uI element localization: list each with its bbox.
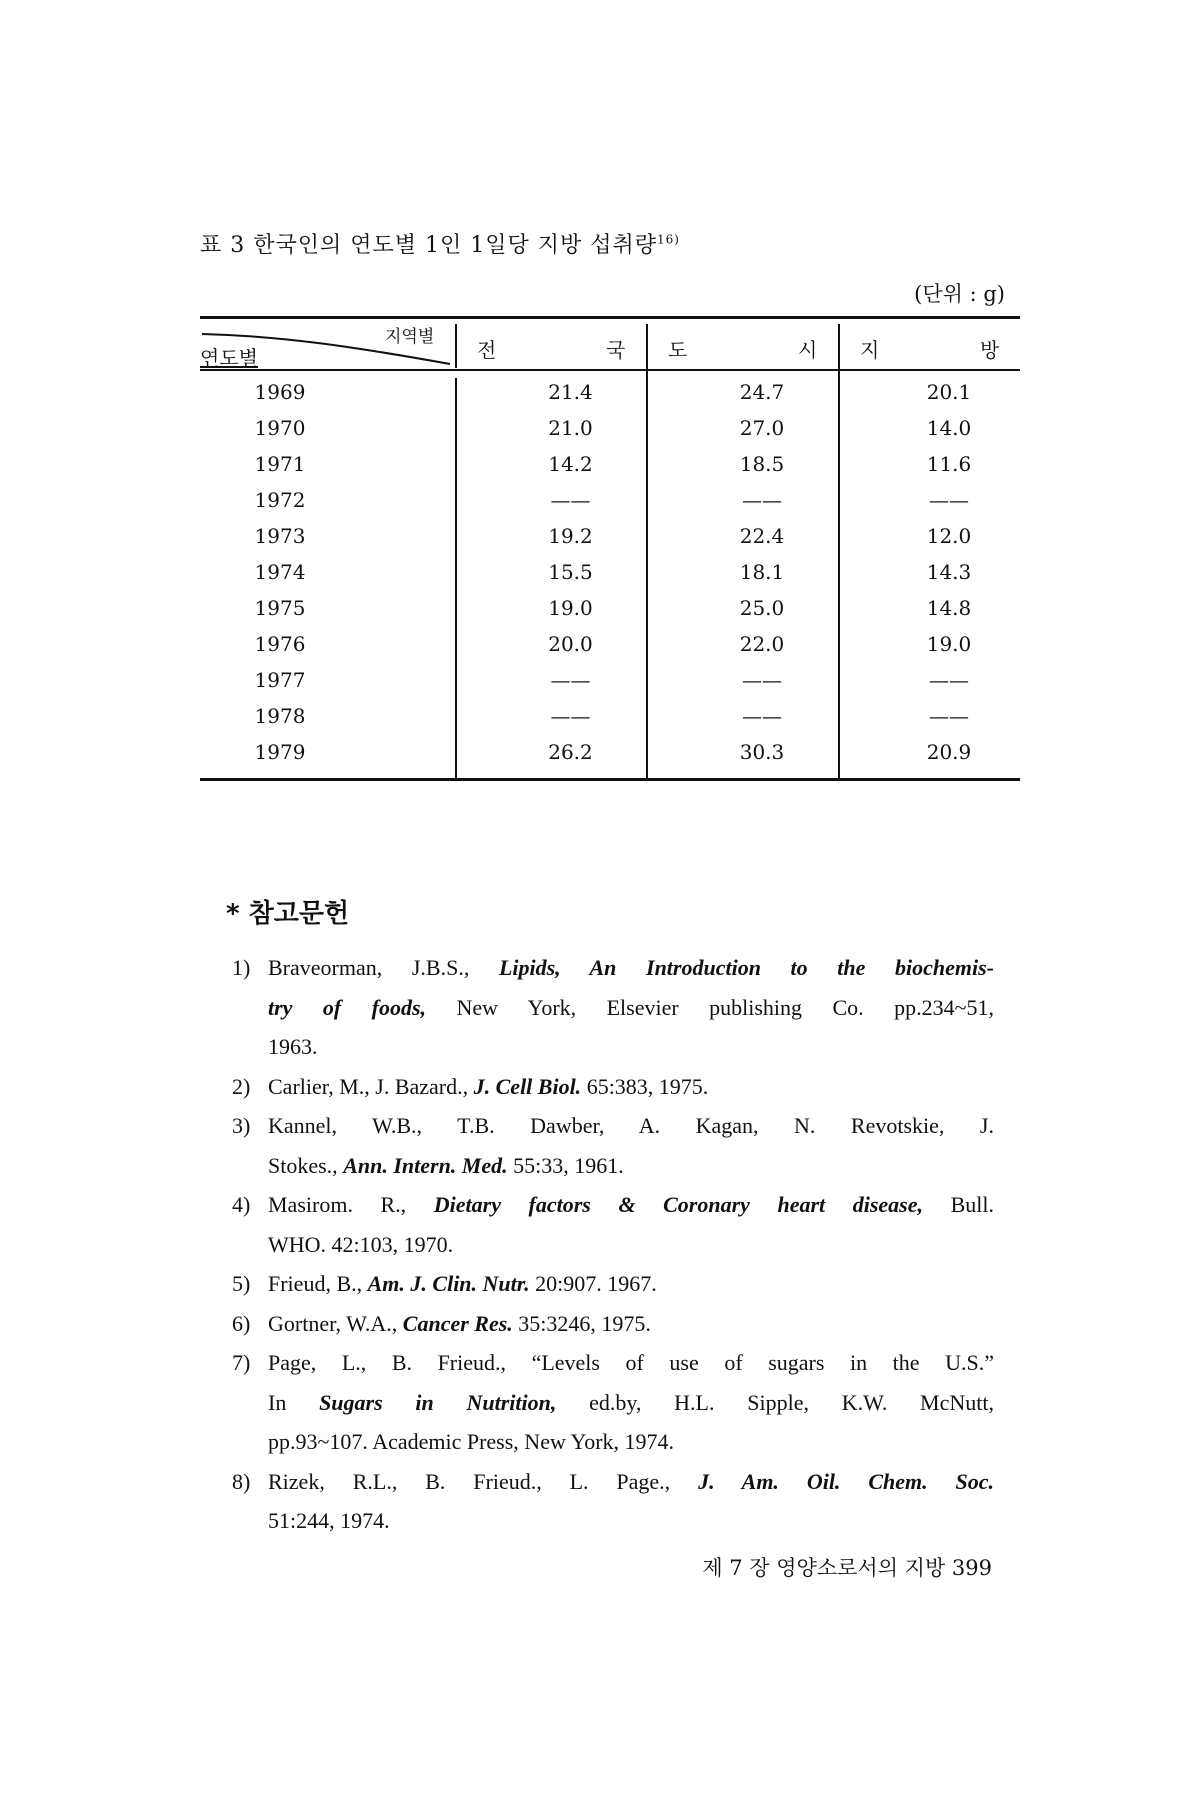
reference-line: [268, 1113, 994, 1139]
col-divider: [646, 324, 648, 778]
reference-title: J. Cell Biol.: [473, 1073, 582, 1099]
reference-line: [268, 1311, 994, 1337]
row-year: 1970: [254, 416, 306, 440]
table-cell: 15.5: [548, 560, 593, 584]
reference-text: Braveorman, J.B.S.,: [268, 955, 499, 980]
reference-line: [268, 1192, 994, 1218]
table-cell: 19.2: [548, 524, 593, 548]
reference-text: 20:907. 1967.: [529, 1271, 657, 1296]
table-cell: ——: [929, 488, 969, 512]
reference-title: Lipids, An Introduction to the biochemis-: [498, 955, 995, 980]
table-cell: 14.8: [926, 596, 972, 620]
reference-line: [268, 1232, 994, 1258]
table-title-footnote: 16): [656, 232, 680, 247]
table-cell: 20.1: [926, 380, 972, 404]
reference-title: Ann. Intern. Med.: [343, 1152, 508, 1178]
table-top-rule: [200, 316, 1020, 319]
reference-text: Frieud, B.,: [268, 1271, 368, 1296]
table-cell: 18.5: [739, 452, 785, 476]
reference-text: 65:383, 1975.: [581, 1073, 709, 1099]
row-year: 1978: [254, 704, 306, 728]
table-cell: 21.4: [548, 380, 593, 404]
reference-text: Rizek, R.L., B. Frieud., L. Page.,: [268, 1468, 699, 1494]
reference-text: 1963.: [268, 1034, 318, 1059]
reference-line: [268, 1350, 994, 1376]
row-year: 1969: [254, 380, 306, 404]
reference-number: 4): [232, 1192, 251, 1217]
col-divider: [455, 324, 457, 368]
corner-top-label: 지역별: [385, 327, 435, 347]
table-cell: ——: [742, 488, 782, 512]
table-cell: 20.0: [548, 632, 593, 656]
table-cell: 22.0: [739, 632, 785, 656]
reference-text: WHO. 42:103, 1970.: [268, 1231, 454, 1257]
references-heading: * 참고문헌: [226, 899, 350, 929]
row-year: 1976: [254, 632, 306, 656]
table-cell: 12.0: [926, 524, 972, 548]
col-divider: [838, 324, 840, 778]
col-divider: [455, 378, 457, 778]
table-cell: ——: [550, 668, 591, 692]
table-cell: 19.0: [926, 632, 972, 656]
reference-line: [268, 1034, 994, 1060]
table-cell: 18.1: [739, 560, 785, 584]
table-cell: 30.3: [739, 740, 785, 764]
reference-line: [268, 1429, 994, 1455]
reference-text: Masirom. R.,: [268, 1192, 434, 1217]
reference-text: New York, Elsevier publishing Co. pp.234~51,: [426, 994, 994, 1020]
table-cell: 11.6: [926, 452, 972, 476]
table-cell: 22.4: [739, 524, 785, 548]
reference-number: 7): [232, 1350, 251, 1375]
reference-line: [268, 1153, 994, 1179]
reference-text: Kannel, W.B., T.B. Dawber, A. Kagan, N. Revotskie, J.: [268, 1113, 994, 1138]
row-year: 1972: [254, 488, 306, 512]
row-year: 1977: [254, 668, 306, 692]
reference-text: Bull.: [923, 1192, 994, 1217]
reference-number: 2): [232, 1073, 251, 1099]
table-title-text: 표 3 한국인의 연도별 1인 1일당 지방 섭취량: [200, 233, 657, 258]
column-header: 국: [606, 338, 626, 362]
reference-line: [268, 1390, 994, 1416]
reference-line: [268, 1271, 994, 1297]
table-cell: ——: [929, 668, 969, 692]
reference-text: 55:33, 1961.: [507, 1152, 624, 1178]
table-cell: ——: [742, 704, 782, 728]
row-year: 1973: [254, 524, 306, 548]
table-cell: ——: [550, 704, 591, 728]
column-header: 시: [798, 338, 818, 362]
table-cell: 27.0: [739, 416, 785, 440]
page-footer: 제 7 장 영양소로서의 지방 399: [702, 1556, 992, 1580]
reference-text: pp.93~107. Academic Press, New York, 1974.: [268, 1429, 675, 1454]
reference-title: Sugars in Nutrition,: [319, 1389, 557, 1415]
reference-text: Stokes.,: [268, 1152, 344, 1178]
row-year: 1971: [254, 452, 306, 476]
reference-line: [268, 955, 994, 981]
reference-text: Page, L., B. Frieud., “Levels of use of sugars in the U.S.”: [268, 1350, 994, 1375]
reference-text: 35:3246, 1975.: [512, 1310, 651, 1336]
table-cell: 14.3: [926, 560, 972, 584]
reference-number: 5): [232, 1271, 251, 1296]
column-header: 지: [860, 338, 880, 362]
reference-text: 51:244, 1974.: [268, 1508, 390, 1533]
table-unit: (단위 : g): [914, 282, 1005, 306]
reference-title: J. Am. Oil. Chem. Soc.: [698, 1468, 994, 1494]
row-year: 1979: [254, 740, 306, 764]
corner-bottom-label: 연도별: [200, 346, 258, 370]
table-bottom-rule: [200, 778, 1020, 781]
reference-number: 1): [232, 955, 251, 980]
reference-text: In: [268, 1389, 320, 1415]
reference-line: [268, 1074, 994, 1100]
table-cell: 20.9: [926, 740, 972, 764]
reference-title: Cancer Res.: [402, 1310, 513, 1336]
reference-number: 8): [232, 1468, 251, 1494]
column-header: 도: [668, 338, 688, 362]
table-cell: 26.2: [548, 740, 593, 764]
reference-number: 3): [232, 1113, 251, 1138]
reference-line: [268, 1508, 994, 1534]
reference-text: ed.by, H.L. Sipple, K.W. McNutt,: [556, 1389, 994, 1415]
row-year: 1974: [254, 560, 306, 584]
table-cell: 21.0: [548, 416, 593, 440]
header-rule: [200, 369, 1020, 371]
column-header: 방: [980, 338, 1000, 362]
reference-text: Gortner, W.A.,: [268, 1310, 403, 1336]
table-cell: ——: [742, 668, 782, 692]
row-year: 1975: [254, 596, 306, 620]
reference-number: 6): [232, 1310, 251, 1336]
table-cell: 14.0: [926, 416, 972, 440]
table-title: [200, 228, 680, 259]
table-cell: 25.0: [739, 596, 785, 620]
table-cell: ——: [929, 704, 969, 728]
reference-line: [268, 995, 994, 1021]
table-cell: 14.2: [548, 452, 593, 476]
reference-line: [268, 1469, 994, 1495]
reference-title: Dietary factors & Coronary heart disease,: [433, 1192, 924, 1217]
table-cell: 24.7: [739, 380, 785, 404]
reference-text: Carlier, M., J. Bazard.,: [268, 1073, 474, 1099]
table-cell: ——: [550, 488, 591, 512]
table-cell: 19.0: [548, 596, 593, 620]
reference-title: Am. J. Clin. Nutr.: [367, 1271, 530, 1296]
column-header: 전: [477, 338, 497, 362]
reference-title: try of foods,: [268, 994, 427, 1020]
